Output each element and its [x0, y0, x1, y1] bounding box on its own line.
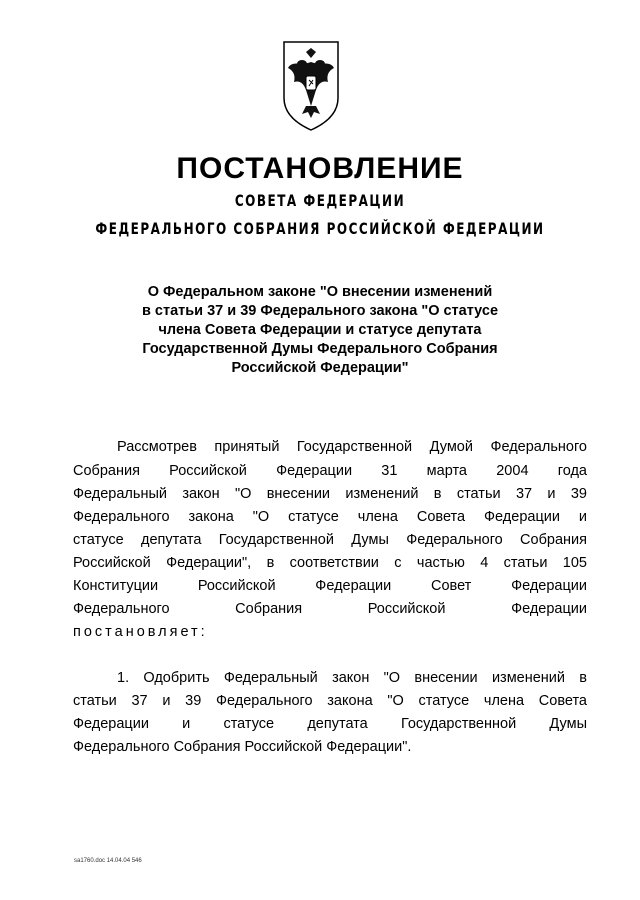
- item1-line: 1. Одобрить Федеральный закон "О внесении изменений в: [117, 670, 587, 686]
- preamble-line: Конституции Российской Федерации Совет Федерации: [73, 578, 587, 594]
- issuer-line-1: СОВЕТА ФЕДЕРАЦИИ: [234, 191, 406, 210]
- preamble-line: Федерального Собрания Российской Федерации: [73, 601, 587, 617]
- item1-line: Федерации и статусе депутата Государственной Думы: [73, 716, 587, 732]
- item1-line: статьи 37 и 39 Федерального закона "О статусе члена Совета: [73, 693, 587, 709]
- preamble-line: Рассмотрев принятый Государственной Думой Федерального: [117, 439, 587, 455]
- russian-coat-of-arms-icon: [280, 40, 342, 132]
- preamble-line: статусе депутата Государственной Думы Федерального Собрания: [73, 532, 587, 548]
- item1-line: Федерального Собрания Российской Федерации".: [73, 739, 412, 755]
- resolution-word: постановляет:: [73, 624, 208, 640]
- preamble-line: Федерального закона "О статусе члена Совета Федерации и: [73, 509, 587, 525]
- file-reference: sa1760.doc 14.04.04 546: [74, 858, 142, 864]
- document-title: ПОСТАНОВЛЕНИЕ: [176, 152, 464, 185]
- preamble-line: Российской Федерации", в соответствии с частью 4 статьи 105: [73, 555, 587, 571]
- subject-line: в статьи 37 и 39 Федерального закона "О статусе: [141, 303, 499, 319]
- subject-line: члена Совета Федерации и статусе депутата: [158, 322, 482, 338]
- document-subject: [100, 283, 540, 378]
- subject-line: Российской Федерации": [231, 360, 409, 376]
- subject-line: О Федеральном законе "О внесении изменений: [147, 284, 493, 300]
- issuer-line-2: ФЕДЕРАЛЬНОГО СОБРАНИЯ РОССИЙСКОЙ ФЕДЕРАЦИИ: [95, 219, 545, 238]
- preamble-line: Федеральный закон "О внесении изменений в статьи 37 и 39: [73, 486, 587, 502]
- subject-line: Государственной Думы Федерального Собрания: [142, 341, 498, 357]
- preamble-line: Собрания Российской Федерации 31 марта 2004 года: [73, 463, 587, 479]
